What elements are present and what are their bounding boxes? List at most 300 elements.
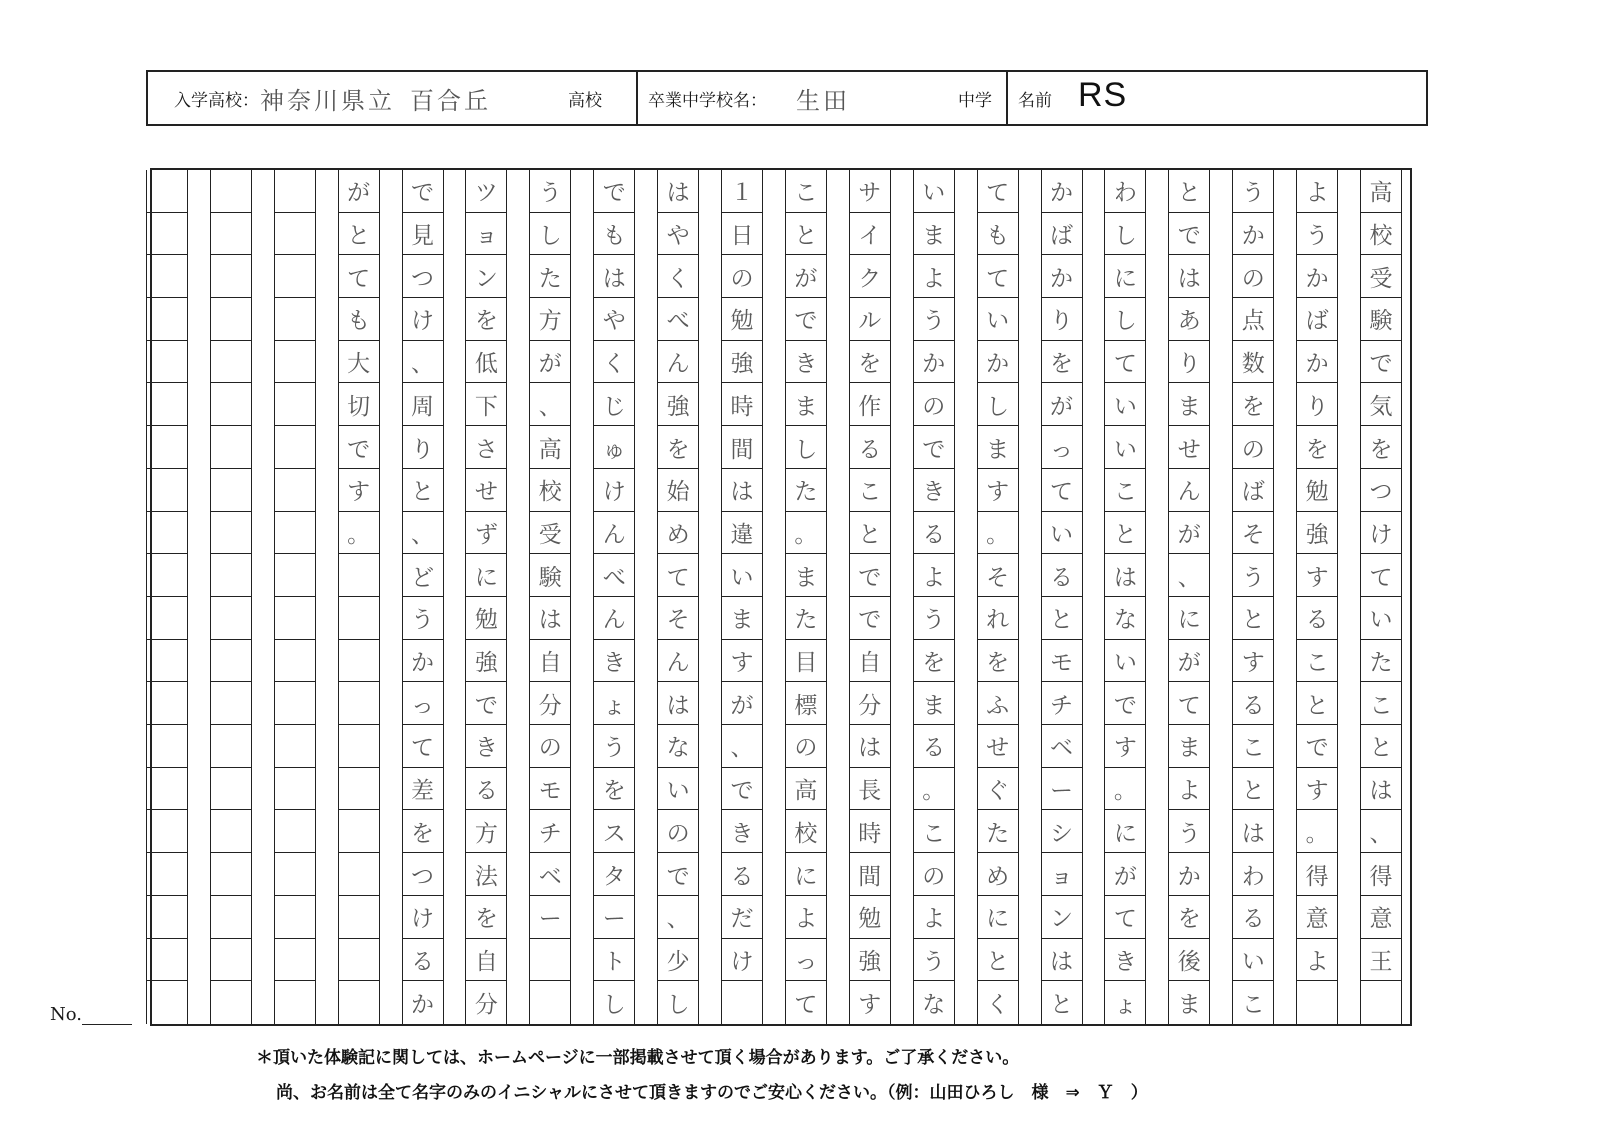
grid-cell: よ [914,255,954,298]
grid-cell: て [978,170,1018,213]
grid-cell: て [1105,341,1145,384]
grid-cell: に [1105,811,1145,854]
grid-cell: し [530,213,570,256]
grid-column [1232,170,1274,1024]
grid-cell [339,853,379,896]
grid-cell: し [666,992,690,1019]
manuscript-grid [150,168,1412,1026]
grid-cell: る [1233,682,1273,725]
grid-cell: 、 [722,725,762,768]
grid-cell [275,597,315,640]
grid-cell: が [1042,384,1082,427]
grid-column [977,170,1019,1024]
grid-cell: て [403,725,443,768]
grid-cell: は [1042,939,1082,982]
grid-cell: 意 [1297,896,1337,939]
grid-cell: ン [466,255,506,298]
grid-cell: 低 [466,341,506,384]
grid-cell: 。 [1297,811,1337,854]
grid-cell: の [1233,426,1273,469]
grid-cell: 得 [1361,853,1401,896]
grid-column [1360,170,1402,1024]
grid-cell: な [1105,597,1145,640]
grid-cell: 、 [1169,554,1209,597]
grid-cell [147,981,187,1024]
grid-cell: き [722,811,762,854]
grid-cell: も [594,213,634,256]
grid-cell [147,384,187,427]
grid-cell [275,554,315,597]
grid-cell: は [530,597,570,640]
grid-cell: よ [1297,939,1337,982]
grid-cell: て [1169,682,1209,725]
grid-cell: ス [594,811,634,854]
grid-cell [147,682,187,725]
grid-cell: す [722,640,762,683]
grid-cell: は [1105,554,1145,597]
grid-cell: べ [658,298,698,341]
grid-cell: う [914,298,954,341]
grid-cell: 方 [530,298,570,341]
grid-cell: こ [1241,992,1265,1019]
grid-cell: ば [1297,298,1337,341]
grid-cell: し [1105,213,1145,256]
notice-line-2: 尚、お名前は全て名字のみのイニシャルにさせて頂きますのでご安心ください。（例：山田ひろし 様 ⇒ Ｙ ） [276,1083,1148,1103]
header-divider [636,72,638,124]
grid-cell: 標 [786,682,826,725]
grid-cell [147,512,187,555]
grid-cell: ベ [1042,725,1082,768]
grid-cell [147,853,187,896]
grid-cell [147,213,187,256]
grid-cell: 時 [850,811,890,854]
grid-cell: る [850,426,890,469]
grid-cell: ず [466,512,506,555]
grid-cell: ー [594,896,634,939]
grid-cell: か [978,341,1018,384]
grid-cell [147,597,187,640]
grid-cell: 高 [786,768,826,811]
grid-cell: ー [530,896,570,939]
grid-cell: 。 [786,512,826,555]
grid-cell: 強 [466,640,506,683]
grid-cell [275,426,315,469]
grid-cell: 違 [722,512,762,555]
grid-column [465,170,507,1024]
grid-cell: は [1169,255,1209,298]
grid-cell [275,213,315,256]
grid-cell: を [403,811,443,854]
grid-cell: て [658,554,698,597]
grid-cell: り [1042,298,1082,341]
grid-cell: を [1169,896,1209,939]
grid-cell: と [403,469,443,512]
grid-cell: て [794,992,818,1019]
grid-cell: る [914,512,954,555]
grid-cell: き [786,341,826,384]
grid-cell [147,768,187,811]
grid-cell: 強 [722,341,762,384]
grid-cell: り [1297,384,1337,427]
grid-cell: か [411,992,434,1019]
grid-cell: 自 [530,640,570,683]
grid-cell [275,682,315,725]
grid-cell [275,811,315,854]
grid-cell: き [1105,939,1145,982]
grid-column [274,170,316,1024]
grid-cell: １ [722,170,762,213]
grid-column [657,170,699,1024]
grid-cell [275,939,315,982]
grid-cell [275,170,315,213]
grid-cell: ま [786,554,826,597]
grid-cell: と [1169,170,1209,213]
grid-cell: と [1042,597,1082,640]
grid-cell: を [466,896,506,939]
grid-cell: る [914,725,954,768]
grid-cell: よ [914,554,954,597]
grid-cell: ぐ [978,768,1018,811]
grid-cell: い [914,170,954,213]
grid-cell: 方 [466,811,506,854]
grid-cell: こ [850,469,890,512]
grid-cell: き [914,469,954,512]
grid-cell: る [1042,554,1082,597]
grid-cell: う [1233,170,1273,213]
grid-cell: ト [594,939,634,982]
grid-cell [275,255,315,298]
name-value: RS [1078,76,1128,114]
grid-cell: て [978,255,1018,298]
grid-cell: 日 [722,213,762,256]
grid-cell: う [1169,811,1209,854]
grid-cell: ば [1233,469,1273,512]
number-label: No. [50,1004,82,1025]
grid-cell: か [914,341,954,384]
grid-cell [275,384,315,427]
grid-cell: た [978,811,1018,854]
grid-cell: う [1297,213,1337,256]
grid-cell: ま [1169,384,1209,427]
grid-cell [211,384,251,427]
grid-cell: に [978,896,1018,939]
grid-cell: べ [594,554,634,597]
grid-cell [211,768,251,811]
grid-cell: 、 [403,341,443,384]
grid-cell: も [978,213,1018,256]
grid-cell: と [850,512,890,555]
grid-cell [275,512,315,555]
grid-cell [211,426,251,469]
grid-cell: 受 [1361,255,1401,298]
grid-cell: っ [1042,426,1082,469]
grid-cell: ま [978,426,1018,469]
grid-cell: そ [658,597,698,640]
grid-cell [339,597,379,640]
grid-column [849,170,891,1024]
grid-cell: け [722,939,762,982]
grid-cell: か [1297,341,1337,384]
grid-cell: ベ [530,853,570,896]
grid-cell [147,298,187,341]
grid-cell: 受 [530,512,570,555]
grid-cell: 数 [1233,341,1273,384]
grid-cell: い [1105,426,1145,469]
grid-cell: が [1169,512,1209,555]
grid-cell: 意 [1361,896,1401,939]
grid-cell: け [1361,512,1401,555]
grid-cell: 下 [466,384,506,427]
school-prefecture: 神奈川県立 [260,87,395,115]
grid-cell: よ [914,896,954,939]
grid-cell: か [1169,853,1209,896]
grid-cell: す [858,992,882,1019]
grid-cell: ん [594,597,634,640]
name-label: 名前 [1018,91,1052,111]
grid-cell: ル [850,298,890,341]
grid-cell: を [1361,426,1401,469]
grid-cell: に [1169,597,1209,640]
grid-cell: め [658,512,698,555]
grid-cell: や [594,298,634,341]
grid-column [913,170,955,1024]
grid-cell: で [594,170,634,213]
grid-cell: か [1042,170,1082,213]
grid-cell: い [1233,939,1273,982]
grid-cell: サ [850,170,890,213]
grid-cell: い [1105,384,1145,427]
grid-cell: い [1361,597,1401,640]
grid-cell: 勉 [850,896,890,939]
grid-cell: 、 [658,896,698,939]
grid-cell: か [1297,255,1337,298]
grid-cell: る [722,853,762,896]
grid-cell: よ [786,896,826,939]
grid-cell: 、 [403,512,443,555]
grid-cell: 始 [658,469,698,512]
grid-cell [1297,981,1337,1024]
grid-cell [211,640,251,683]
grid-cell: 。 [339,512,379,555]
grid-cell: り [1169,341,1209,384]
grid-cell: ま [786,384,826,427]
grid-cell: 時 [722,384,762,427]
grid-cell: さ [466,426,506,469]
grid-cell: し [978,384,1018,427]
grid-cell: は [658,682,698,725]
number-blank-line [82,1024,132,1025]
grid-cell: か [403,640,443,683]
grid-cell: め [978,853,1018,896]
school-label: 入学高校： [174,91,259,111]
middle-school-label: 卒業中学校名： [648,91,767,111]
grid-cell: 作 [850,384,890,427]
grid-cell: す [1297,554,1337,597]
grid-cell [275,768,315,811]
grid-cell: ょ [594,682,634,725]
grid-cell [211,896,251,939]
grid-cell: を [658,426,698,469]
grid-cell: わ [1233,853,1273,896]
grid-cell: そ [978,554,1018,597]
grid-cell: け [403,298,443,341]
grid-cell: き [466,725,506,768]
grid-cell: を [1297,426,1337,469]
grid-cell [1361,981,1401,1024]
grid-cell: す [978,469,1018,512]
grid-cell: い [978,298,1018,341]
grid-cell: が [530,341,570,384]
grid-cell [275,981,315,1024]
grid-cell: し [786,426,826,469]
grid-cell: で [1105,682,1145,725]
grid-cell: 高 [1361,170,1401,213]
grid-cell: う [1233,554,1273,597]
grid-cell: シ [1042,811,1082,854]
grid-cell: す [1297,768,1337,811]
grid-cell: よ [1169,768,1209,811]
grid-cell: せ [1169,426,1209,469]
grid-cell: と [1361,725,1401,768]
grid-cell [211,469,251,512]
grid-cell [211,255,251,298]
grid-cell [530,939,570,982]
grid-cell: を [1042,341,1082,384]
grid-cell [275,853,315,896]
grid-cell: し [1105,298,1145,341]
grid-cell [147,640,187,683]
grid-cell: で [914,426,954,469]
grid-cell: ん [658,640,698,683]
grid-cell: 校 [1361,213,1401,256]
grid-cell [147,255,187,298]
grid-cell: 後 [1169,939,1209,982]
grid-cell: ク [850,255,890,298]
grid-cell: で [1361,341,1401,384]
grid-cell: イ [850,213,890,256]
grid-cell: ま [722,597,762,640]
grid-cell: て [1105,896,1145,939]
grid-cell [211,512,251,555]
grid-cell: く [594,341,634,384]
grid-cell: す [1233,640,1273,683]
grid-cell: て [339,255,379,298]
grid-cell: を [978,640,1018,683]
grid-cell: に [1105,255,1145,298]
grid-column [721,170,763,1024]
grid-cell: で [1169,213,1209,256]
grid-cell: チ [1042,682,1082,725]
grid-cell: モ [530,768,570,811]
grid-column [1168,170,1210,1024]
grid-cell: た [1361,640,1401,683]
grid-cell: と [978,939,1018,982]
grid-cell: の [1233,255,1273,298]
grid-cell: の [658,811,698,854]
grid-cell: 気 [1361,384,1401,427]
grid-cell: は [1233,811,1273,854]
grid-cell: る [466,768,506,811]
grid-cell: る [1233,896,1273,939]
grid-cell: ま [914,213,954,256]
grid-cell: す [1105,725,1145,768]
grid-cell: 高 [530,426,570,469]
grid-cell: で [850,554,890,597]
grid-cell: い [1105,640,1145,683]
grid-column [402,170,444,1024]
grid-cell: 勉 [466,597,506,640]
grid-cell: で [786,298,826,341]
grid-cell [722,981,762,1024]
grid-cell: 験 [1361,298,1401,341]
grid-cell: 。 [978,512,1018,555]
grid-cell: 法 [466,853,506,896]
grid-cell: の [914,853,954,896]
grid-cell [147,725,187,768]
grid-cell: じ [594,384,634,427]
grid-cell: ー [1042,768,1082,811]
grid-cell: が [1105,853,1145,896]
grid-cell: の [786,725,826,768]
grid-cell: 大 [339,341,379,384]
middle-school-name: 生田 [796,87,850,115]
grid-cell: を [466,298,506,341]
grid-cell: か [1042,255,1082,298]
grid-cell: 長 [850,768,890,811]
grid-cell: 王 [1361,939,1401,982]
grid-cell: を [1233,384,1273,427]
grid-cell: 校 [530,469,570,512]
grid-cell: 目 [786,640,826,683]
grid-cell: う [594,725,634,768]
grid-cell: ん [594,512,634,555]
grid-cell [275,298,315,341]
grid-cell: く [658,255,698,298]
grid-cell: 切 [339,384,379,427]
grid-cell: 強 [658,384,698,427]
grid-cell: ん [658,341,698,384]
grid-cell: こ [1105,469,1145,512]
grid-cell: が [339,170,379,213]
grid-cell: の [914,384,954,427]
grid-cell: と [339,213,379,256]
grid-cell: こ [1297,640,1337,683]
grid-cell: わ [1105,170,1145,213]
grid-cell: で [403,170,443,213]
grid-cell: 勉 [722,298,762,341]
grid-cell [211,170,251,213]
grid-cell: 分 [850,682,890,725]
grid-cell: い [1042,512,1082,555]
grid-cell: 見 [403,213,443,256]
grid-cell: け [594,469,634,512]
grid-cell: か [1233,213,1273,256]
grid-cell: た [786,597,826,640]
middle-school-suffix: 中学 [958,91,992,111]
grid-cell: そ [1233,512,1273,555]
grid-cell: ま [1169,725,1209,768]
grid-cell [275,640,315,683]
grid-cell: 強 [850,939,890,982]
grid-cell: 、 [530,384,570,427]
grid-cell: は [850,725,890,768]
grid-cell: っ [786,939,826,982]
grid-cell: チ [530,811,570,854]
grid-cell: 強 [1297,512,1337,555]
grid-cell: は [722,469,762,512]
grid-cell: ン [1042,896,1082,939]
grid-cell: 自 [466,939,506,982]
